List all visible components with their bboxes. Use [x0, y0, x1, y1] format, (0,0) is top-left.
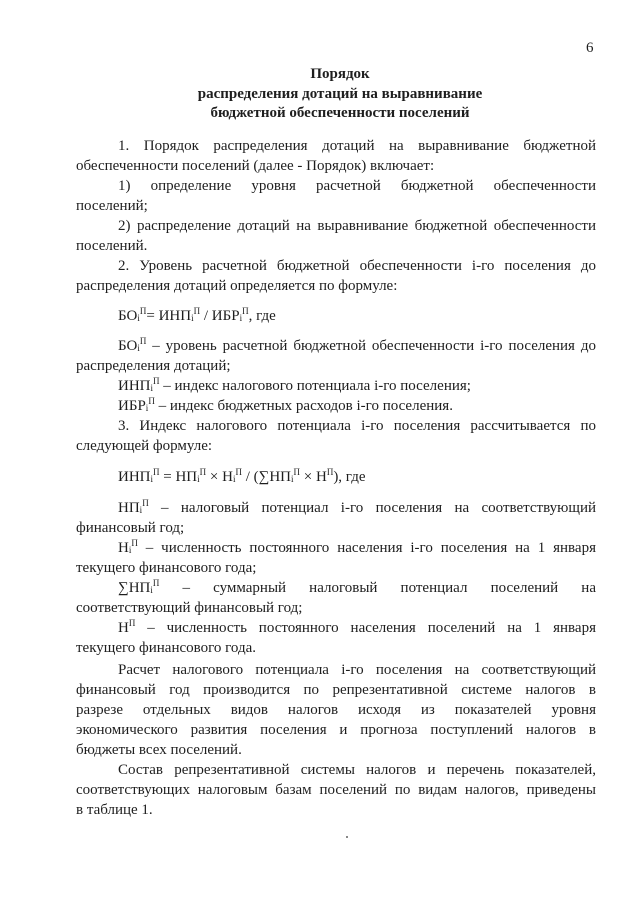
- d6-text: – суммарный налоговый потенциал поселений на: [159, 580, 596, 596]
- def-1-line-2: распределения дотаций;: [76, 358, 231, 374]
- d7-sup: П: [128, 618, 136, 628]
- para-6-line-3: разрезе отдельных видов налогов исходя из показателей уровня: [76, 702, 596, 718]
- d6-sup: П: [152, 578, 160, 588]
- para-6-line-1: Расчет налогового потенциала i-го поселения на соответствующий: [118, 662, 596, 678]
- para-7-line-3: в таблице 1.: [76, 802, 153, 818]
- para-1-line-2: обеспеченности поселений (далее - Порядок) включает:: [76, 158, 435, 174]
- formula-1: [118, 306, 638, 326]
- para-7-line-1: Состав репрезентативной системы налогов и перечень показателей,: [118, 762, 596, 778]
- f2-sub-1: i: [150, 474, 154, 484]
- def-2: [118, 376, 596, 396]
- def-6-line-2: соответствующий финансовый год;: [76, 600, 303, 616]
- f1-sub-i: i: [137, 313, 140, 323]
- def-7-line-1: [118, 618, 596, 638]
- f1-sup-p: П: [139, 306, 147, 316]
- d4-text: – налоговый потенциал i-го поселения на соответствующий: [148, 500, 596, 516]
- d1-sym: БО: [118, 338, 138, 354]
- def-6-line-1: [118, 578, 596, 598]
- d1-sup: П: [139, 336, 147, 346]
- d2-sup: П: [153, 376, 160, 386]
- d6-sub: i: [150, 585, 153, 595]
- f1-sub-i2: i: [191, 313, 194, 323]
- f1-sup-p3: П: [242, 306, 249, 316]
- d4-sym: НП: [118, 500, 140, 516]
- d2-sym: ИНП: [118, 378, 151, 394]
- def-5-line-1: [118, 538, 596, 558]
- f2-e: × Н: [300, 469, 327, 485]
- def-5-line-2: текущего финансового года;: [76, 560, 257, 576]
- f2-b: = НП: [159, 469, 198, 485]
- para-2-line-2: поселений;: [76, 198, 148, 214]
- def-4-line-1: [118, 498, 596, 518]
- d5-sup: П: [131, 538, 138, 548]
- f1-sup-p2: П: [193, 306, 201, 316]
- scan-speck: [346, 836, 348, 838]
- d7-sym: Н: [118, 620, 129, 636]
- f2-sup-3: П: [235, 467, 242, 477]
- d5-sub: i: [128, 545, 132, 555]
- f2-sub-3: i: [232, 474, 236, 484]
- f1-sub-i3: i: [239, 313, 243, 323]
- para-3-line-2: поселений.: [76, 238, 148, 254]
- d7-text: – численность постоянного населения поселений на 1 января: [135, 620, 596, 636]
- para-5-line-2: следующей формуле:: [76, 438, 213, 454]
- def-7-line-2: текущего финансового года.: [76, 640, 257, 656]
- f1-c: / ИБР: [200, 308, 240, 324]
- para-6-line-2: финансовый год производится по репрезентативной системе налогов в: [76, 682, 596, 698]
- title-line-3: бюджетной обеспеченности поселений: [210, 105, 470, 121]
- f2-sup-5: П: [326, 467, 334, 477]
- title-line-2: распределения дотаций на выравнивание: [197, 86, 483, 102]
- def-3: [118, 396, 596, 416]
- d3-sup: П: [148, 396, 155, 406]
- f1-b: = ИНП: [146, 308, 192, 324]
- f2-a: ИНП: [118, 469, 151, 485]
- d3-sym: ИБР: [118, 398, 146, 414]
- d4-sub: i: [139, 505, 143, 515]
- f2-sup-1: П: [153, 467, 160, 477]
- f2-c: × Н: [206, 469, 233, 485]
- d3-text: – индекс бюджетных расходов i-го поселения.: [154, 398, 453, 414]
- d6-sym: ∑НП: [118, 580, 151, 596]
- d3-sub: i: [145, 403, 149, 413]
- f2-sub-4: i: [291, 474, 294, 484]
- para-7-line-2: соответствующих налоговым базам поселений по видам налогов, приведены: [76, 782, 596, 798]
- d4-sup: П: [142, 498, 149, 508]
- f2-d: / (∑НП: [241, 469, 291, 485]
- d1-text: – уровень расчетной бюджетной обеспеченности i-го поселения до: [146, 338, 596, 354]
- para-6-line-4: экономического развития поселения и прогноза поступлений налогов в: [76, 722, 596, 738]
- page-number: 6: [586, 40, 594, 56]
- para-4-line-1: 2. Уровень расчетной бюджетной обеспеченности i-го поселения до: [118, 258, 596, 274]
- title-line-1: Порядок: [310, 66, 370, 82]
- f2-sup-4: П: [293, 467, 301, 477]
- formula-2: [118, 467, 638, 487]
- para-1-line-1: 1. Порядок распределения дотаций на выравнивание бюджетной: [118, 138, 596, 154]
- f1-a: БО: [118, 308, 138, 324]
- para-6-line-5: бюджеты всех поселений.: [76, 742, 242, 758]
- f2-sub-2: i: [197, 474, 200, 484]
- d5-sym: Н: [118, 540, 129, 556]
- def-1-line-1: [118, 336, 596, 356]
- f1-d: , где: [248, 308, 276, 324]
- d5-text: – численность постоянного населения i-го поселения на 1 января: [137, 540, 596, 556]
- f2-sup-2: П: [199, 467, 207, 477]
- d1-sub: i: [137, 343, 140, 353]
- para-4-line-2: распределения дотаций определяется по формуле:: [76, 278, 398, 294]
- para-5-line-1: 3. Индекс налогового потенциала i-го поселения рассчитывается по: [118, 418, 596, 434]
- para-2-line-1: 1) определение уровня расчетной бюджетной обеспеченности: [118, 178, 596, 194]
- f2-f: ), где: [333, 469, 366, 485]
- d2-text: – индекс налогового потенциала i-го поселения;: [159, 378, 471, 394]
- d2-sub: i: [150, 383, 154, 393]
- para-3-line-1: 2) распределение дотаций на выравнивание бюджетной обеспеченности: [118, 218, 596, 234]
- def-4-line-2: финансовый год;: [76, 520, 185, 536]
